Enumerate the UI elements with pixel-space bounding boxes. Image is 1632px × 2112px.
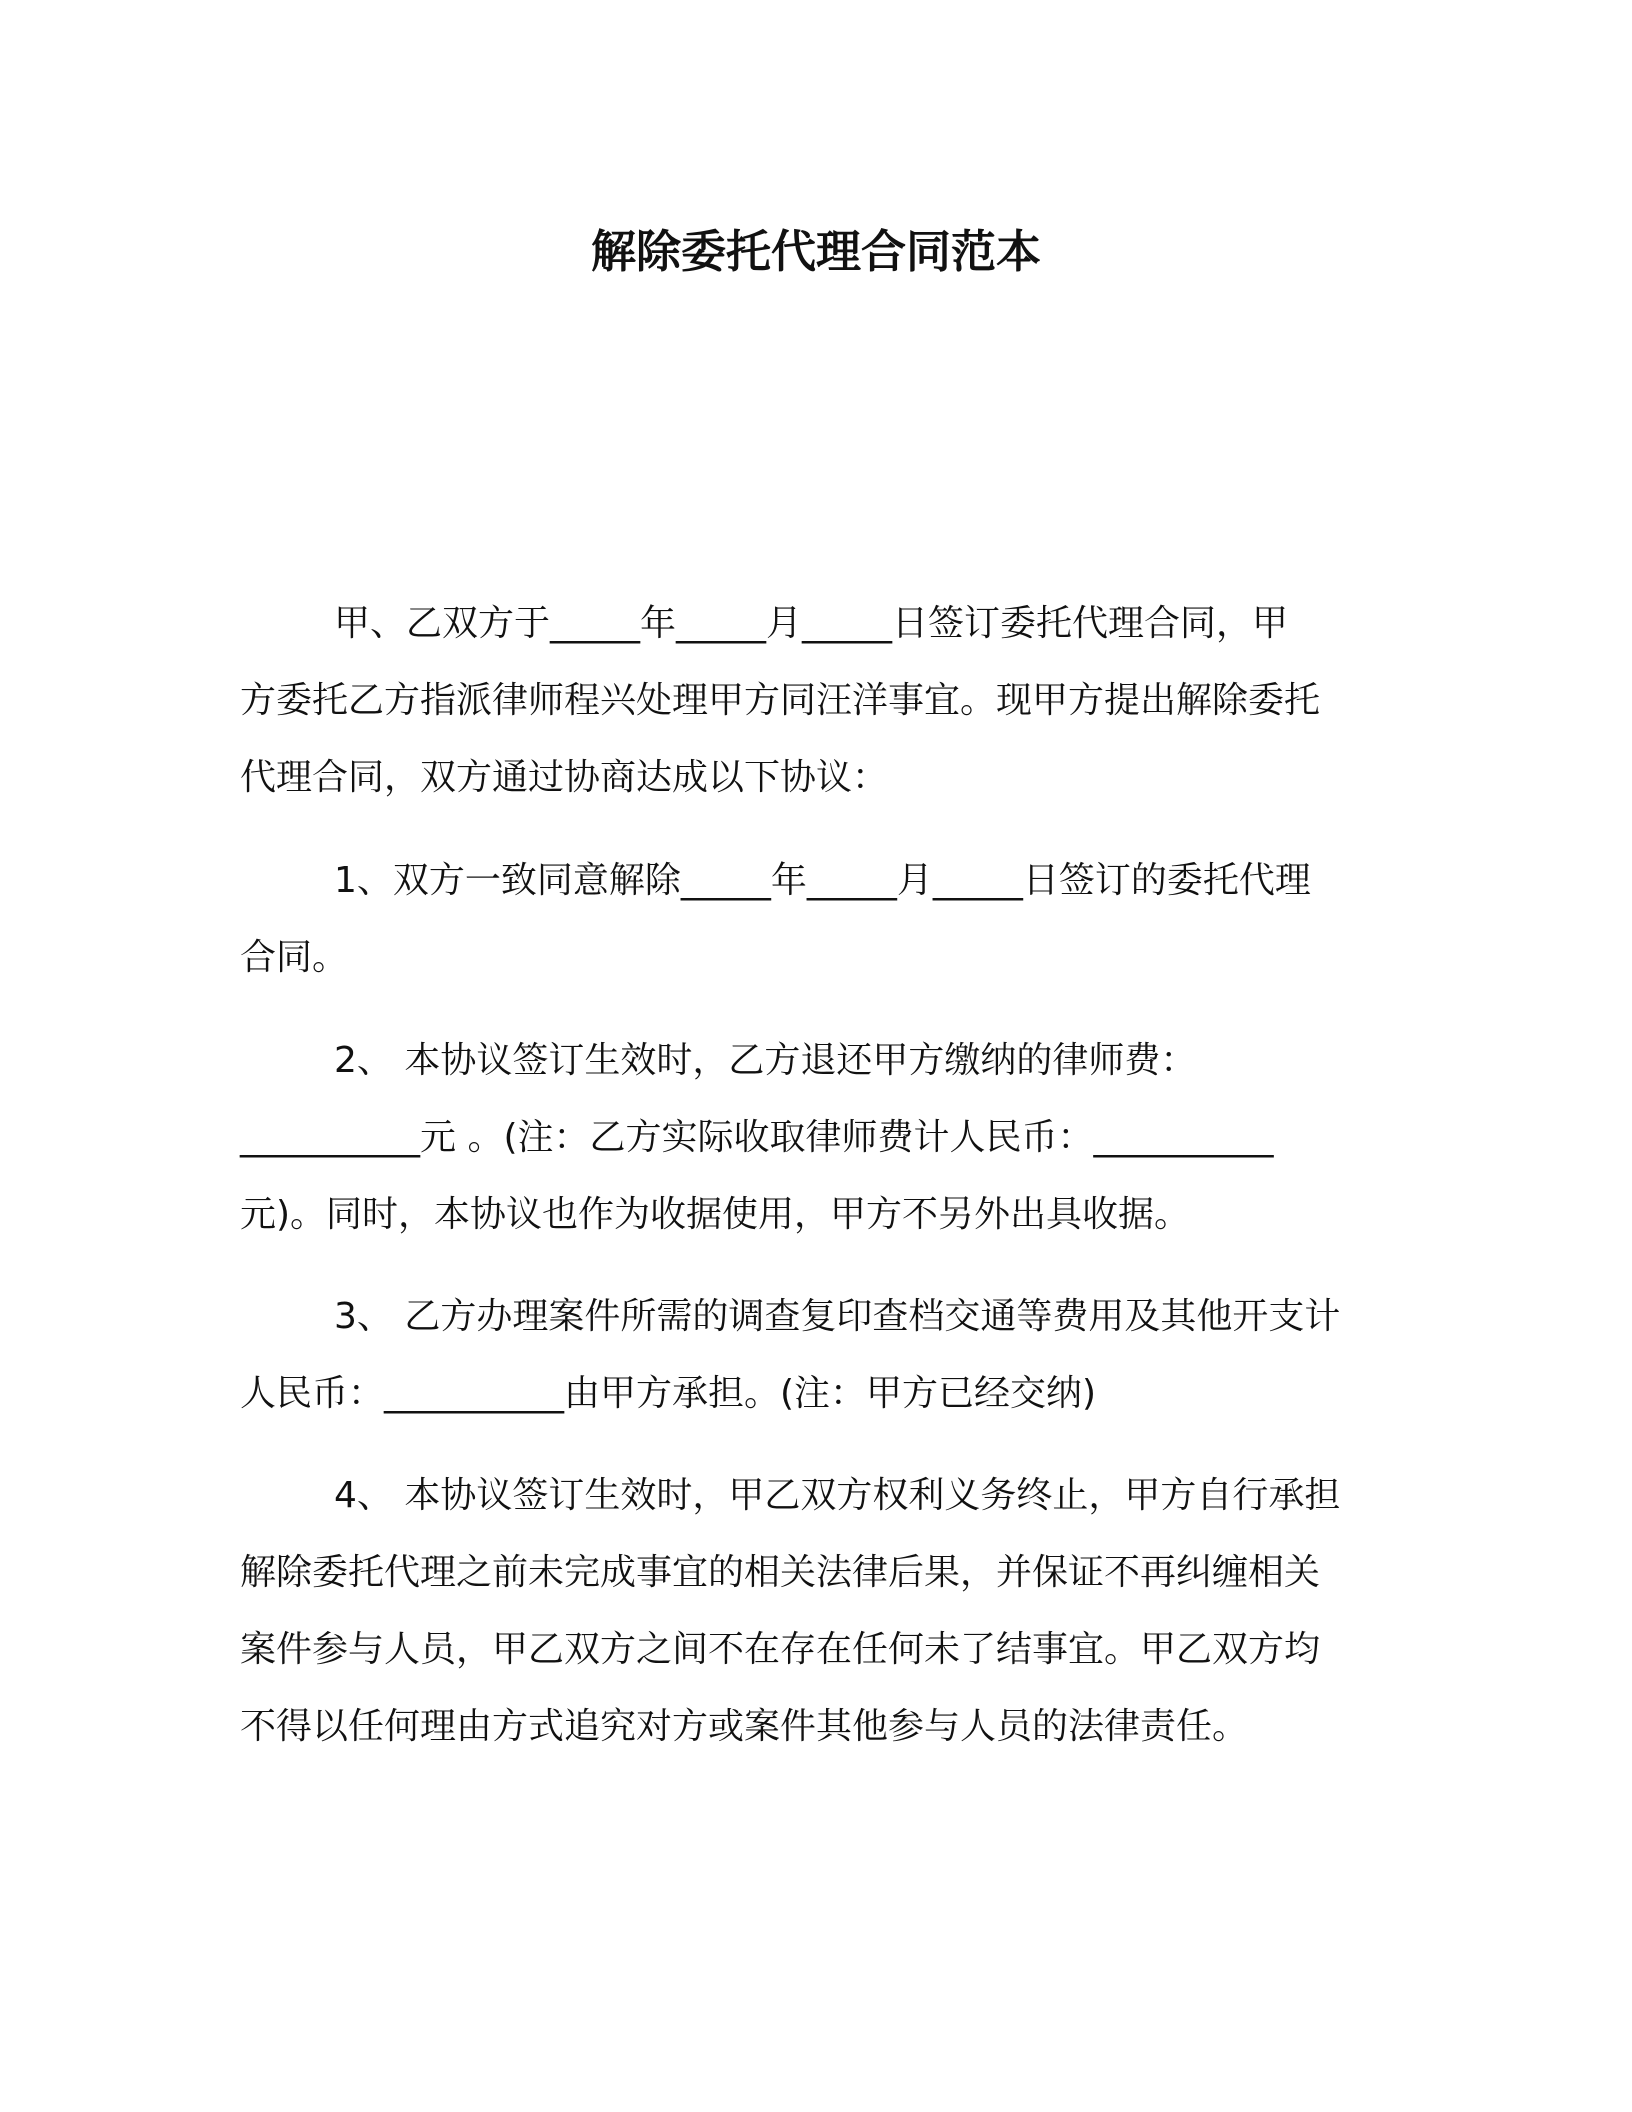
clause-4-line-3: 案件参与人员，甲乙双方之间不在存在任何未了结事宜。甲乙双方均	[240, 1629, 1321, 1670]
clause-4-line-2: 解除委托代理之前未完成事宜的相关法律后果，并保证不再纠缠相关	[240, 1552, 1321, 1593]
clause-2-line-3: 元)。同时，本协议也作为收据使用，甲方不另外出具收据。	[240, 1194, 1191, 1235]
clause-3-line-2: 人民币：__________由甲方承担。(注：甲方已经交纳)	[240, 1373, 1097, 1414]
clause-1-line-1: 1、双方一致同意解除_____年_____月_____日签订的委托代理	[334, 860, 1311, 901]
clause-4-line-1: 4、 本协议签订生效时，甲乙双方权利义务终止，甲方自行承担	[334, 1475, 1341, 1516]
clause-4-line-4: 不得以任何理由方式追究对方或案件其他参与人员的法律责任。	[240, 1706, 1249, 1747]
clause-3-paragraph	[240, 1278, 1340, 1432]
clause-3-line-1: 3、 乙方办理案件所需的调查复印查档交通等费用及其他开支计	[334, 1296, 1341, 1337]
clause-4-paragraph	[240, 1457, 1340, 1765]
clause-2-line-2: __________元 。(注：乙方实际收取律师费计人民币：__________	[240, 1117, 1274, 1158]
intro-line-1: 甲、乙双方于_____年_____月_____日签订委托代理合同，甲	[334, 603, 1289, 644]
intro-line-3: 代理合同，双方通过协商达成以下协议：	[240, 757, 889, 798]
clause-2-line-1: 2、 本协议签订生效时，乙方退还甲方缴纳的律师费：	[334, 1040, 1197, 1081]
intro-paragraph	[240, 585, 1320, 816]
intro-line-2: 方委托乙方指派律师程兴处理甲方同汪洋事宜。现甲方提出解除委托	[240, 680, 1321, 721]
document-title: 解除委托代理合同范本	[590, 225, 1041, 278]
clause-1-paragraph	[240, 842, 1311, 996]
clause-2-paragraph	[240, 1022, 1274, 1253]
clause-1-line-2: 合同。	[240, 937, 349, 978]
